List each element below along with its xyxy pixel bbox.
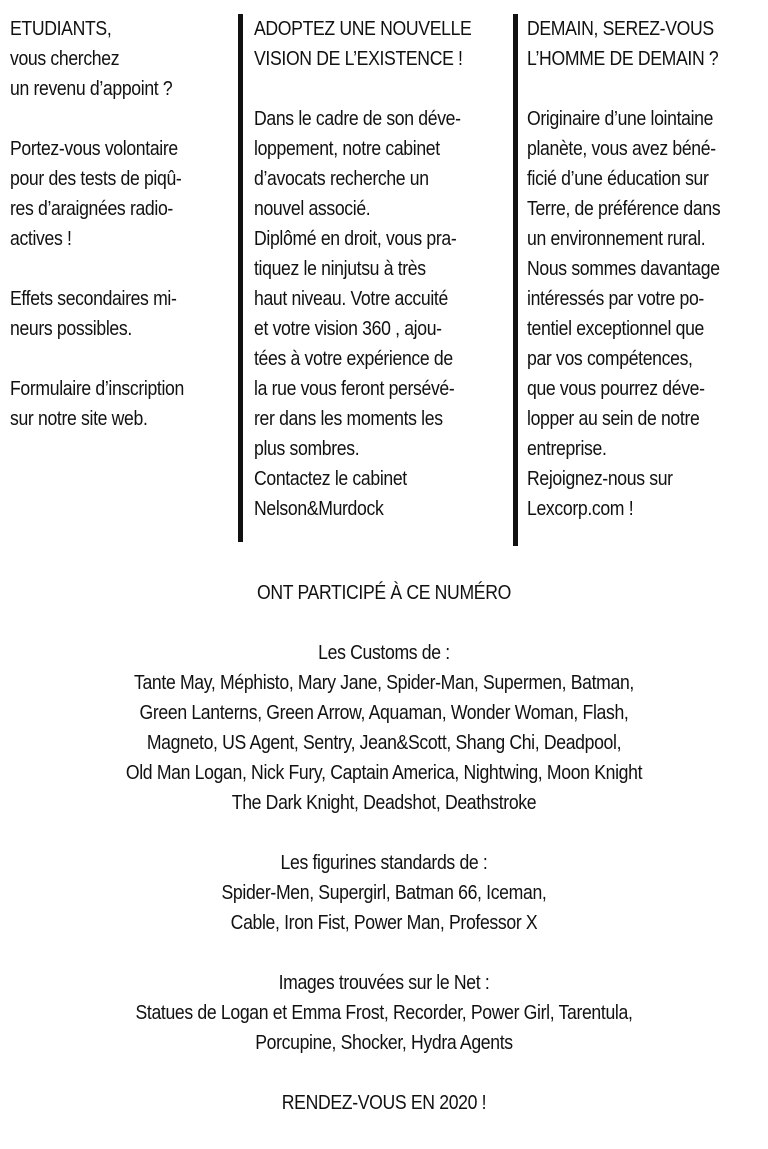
text-line: Porcupine, Shocker, Hydra Agents: [255, 1031, 513, 1054]
text-line: Effets secondaires mi-: [10, 287, 177, 310]
text-line: loppement, notre cabinet: [254, 137, 440, 160]
text-line: que vous pourrez déve-: [527, 377, 705, 400]
ad-man-of-tomorrow: [527, 14, 720, 524]
text-line: Formulaire d’inscription: [10, 377, 184, 400]
text-line: rer dans les moments les: [254, 407, 443, 430]
text-line: tées à votre expérience de: [254, 347, 453, 370]
text-line: VISION DE L’EXISTENCE !: [254, 47, 463, 70]
text-line: Rejoignez-nous sur: [527, 467, 673, 490]
blank-line: [0, 818, 768, 848]
text-line: Portez-vous volontaire: [10, 137, 178, 160]
text-line: nouvel associé.: [254, 197, 371, 220]
text-line: ONT PARTICIPÉ À CE NUMÉRO: [257, 581, 511, 604]
blank-line: [10, 254, 184, 284]
blank-line: [254, 74, 471, 104]
text-line: DEMAIN, SEREZ-VOUS: [527, 17, 714, 40]
text-line: un revenu d’appoint ?: [10, 77, 173, 100]
credits-section: [0, 578, 768, 1118]
text-line: la rue vous feront persévé-: [254, 377, 455, 400]
text-line: Les Customs de :: [318, 641, 450, 664]
text-line: d’avocats recherche un: [254, 167, 429, 190]
text-line: Contactez le cabinet: [254, 467, 407, 490]
text-line: par vos compétences,: [527, 347, 693, 370]
text-line: The Dark Knight, Deadshot, Deathstroke: [231, 791, 537, 814]
blank-line: [0, 608, 768, 638]
ad-law-firm: [254, 14, 471, 524]
text-line: un environnement rural.: [527, 227, 706, 250]
text-line: et votre vision 360 , ajou-: [254, 317, 442, 340]
ad-students: [10, 14, 184, 434]
text-line: Nelson&Murdock: [254, 497, 384, 520]
text-line: ETUDIANTS,: [10, 17, 112, 40]
text-line: sur notre site web.: [10, 407, 148, 430]
text-line: Magneto, US Agent, Sentry, Jean&Scott, Shang Chi, Deadpool,: [146, 731, 622, 754]
text-line: plus sombres.: [254, 437, 360, 460]
text-line: planète, vous avez béné-: [527, 137, 716, 160]
text-line: Spider-Men, Supergirl, Batman 66, Iceman,: [221, 881, 547, 904]
blank-line: [0, 938, 768, 968]
text-line: RENDEZ-VOUS EN 2020 !: [281, 1091, 487, 1114]
text-line: pour des tests de piqû-: [10, 167, 182, 190]
text-line: Originaire d’une lointaine: [527, 107, 714, 130]
text-line: ADOPTEZ UNE NOUVELLE: [254, 17, 472, 40]
column-divider: [513, 14, 518, 546]
blank-line: [527, 74, 720, 104]
text-line: L’HOMME DE DEMAIN ?: [527, 47, 719, 70]
text-line: haut niveau. Votre accuité: [254, 287, 448, 310]
text-line: Images trouvées sur le Net :: [278, 971, 490, 994]
blank-line: [10, 344, 184, 374]
text-line: res d’araignées radio-: [10, 197, 173, 220]
text-line: Les figurines standards de :: [280, 851, 488, 874]
text-line: Cable, Iron Fist, Power Man, Professor X: [230, 911, 538, 934]
text-line: lopper au sein de notre: [527, 407, 700, 430]
text-line: intéressés par votre po-: [527, 287, 704, 310]
text-line: vous cherchez: [10, 47, 120, 70]
text-line: Old Man Logan, Nick Fury, Captain America, Nightwing, Moon Knight: [125, 761, 643, 784]
text-line: Green Lanterns, Green Arrow, Aquaman, Wonder Woman, Flash,: [139, 701, 629, 724]
column-divider: [238, 14, 243, 542]
text-line: Diplômé en droit, vous pra-: [254, 227, 457, 250]
text-line: Nous sommes davantage: [527, 257, 720, 280]
text-line: Tante May, Méphisto, Mary Jane, Spider-Man, Supermen, Batman,: [133, 671, 634, 694]
blank-line: [0, 1058, 768, 1088]
classified-ads: [0, 0, 768, 550]
text-line: Statues de Logan et Emma Frost, Recorder, Power Girl, Tarentula,: [135, 1001, 633, 1024]
text-line: Dans le cadre de son déve-: [254, 107, 461, 130]
text-line: entreprise.: [527, 437, 607, 460]
blank-line: [10, 104, 184, 134]
text-line: ficié d’une éducation sur: [527, 167, 709, 190]
text-line: tentiel exceptionnel que: [527, 317, 704, 340]
text-line: Terre, de préférence dans: [527, 197, 721, 220]
text-line: actives !: [10, 227, 72, 250]
text-line: neurs possibles.: [10, 317, 132, 340]
text-line: Lexcorp.com !: [527, 497, 634, 520]
text-line: tiquez le ninjutsu à très: [254, 257, 426, 280]
